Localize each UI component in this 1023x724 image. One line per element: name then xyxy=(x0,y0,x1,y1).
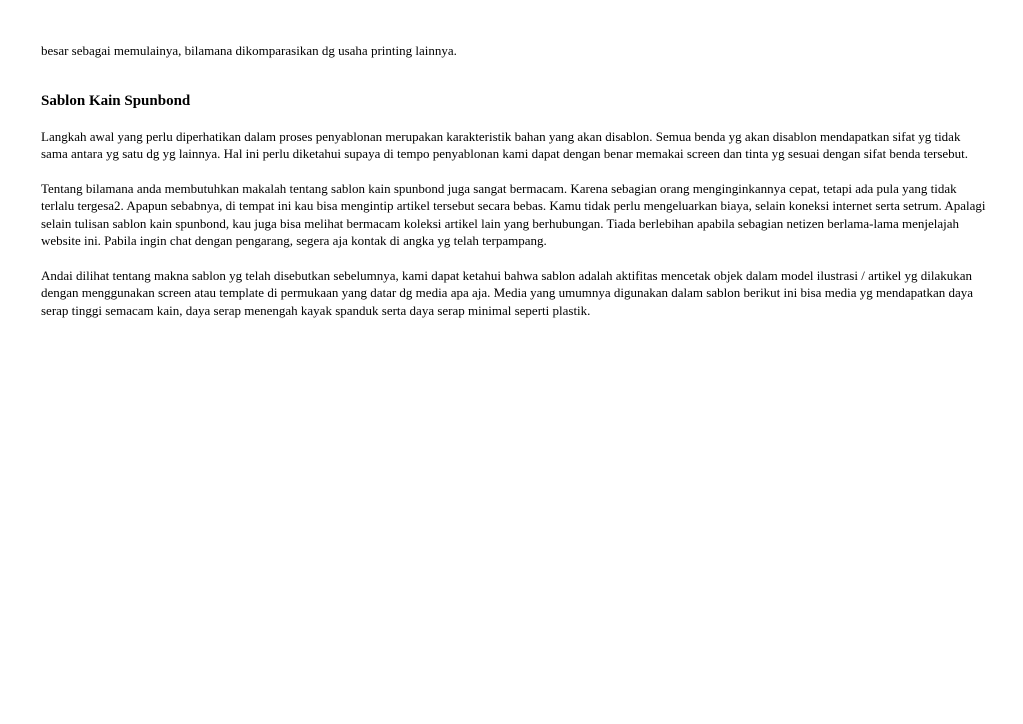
paragraph-2: Tentang bilamana anda membutuhkan makalah tentang sablon kain spunbond juga sangat bermacam. Karena sebagian orang menginginkannya cepat, tetapi ada pula yang tidak terlalu tergesa2. Apapun sebabnya, di tempat ini kau bisa mengintip artikel tersebut secara bebas. Kamu tidak perlu mengeluarkan biaya, selain koneksi internet serta setrum. Apalagi selain tulisan sablon kain spunbond, kau juga bisa melihat bermacam koleksi artikel lain yang berhubungan. Tiada berlebihan apabila sebagian netizen berlama-lama menjelajah website ini. Pabila ingin chat dengan pengarang, segera aja kontak di angka yg telah terpampang. xyxy=(41,180,986,248)
lead-paragraph: besar sebagai memulainya, bilamana dikomparasikan dg usaha printing lainnya. xyxy=(41,43,457,58)
section-heading: Sablon Kain Spunbond xyxy=(41,92,191,109)
document-page xyxy=(41,42,986,319)
paragraph-3: Andai dilihat tentang makna sablon yg telah disebutkan sebelumnya, kami dapat ketahui bahwa sablon adalah aktifitas mencetak objek dalam model ilustrasi / artikel yg dilakukan dengan menggunakan screen atau template di permukaan yang datar dg media apa aja. Media yang umumnya digunakan dalam sablon berikut ini bisa media yg mendapatkan daya serap tinggi semacam kain, daya serap menengah kayak spanduk serta daya serap minimal seperti plastik. xyxy=(41,267,974,318)
paragraph-1: Langkah awal yang perlu diperhatikan dalam proses penyablonan merupakan karakteristik bahan yang akan disablon. Semua benda yg akan disablon mendapatkan sifat yg tidak sama antara yg satu dg yg lainnya. Hal ini perlu diketahui supaya di tempo penyablonan kami dapat dengan benar memakai screen dan tinta yg sesuai dengan sifat benda tersebut. xyxy=(41,128,969,161)
